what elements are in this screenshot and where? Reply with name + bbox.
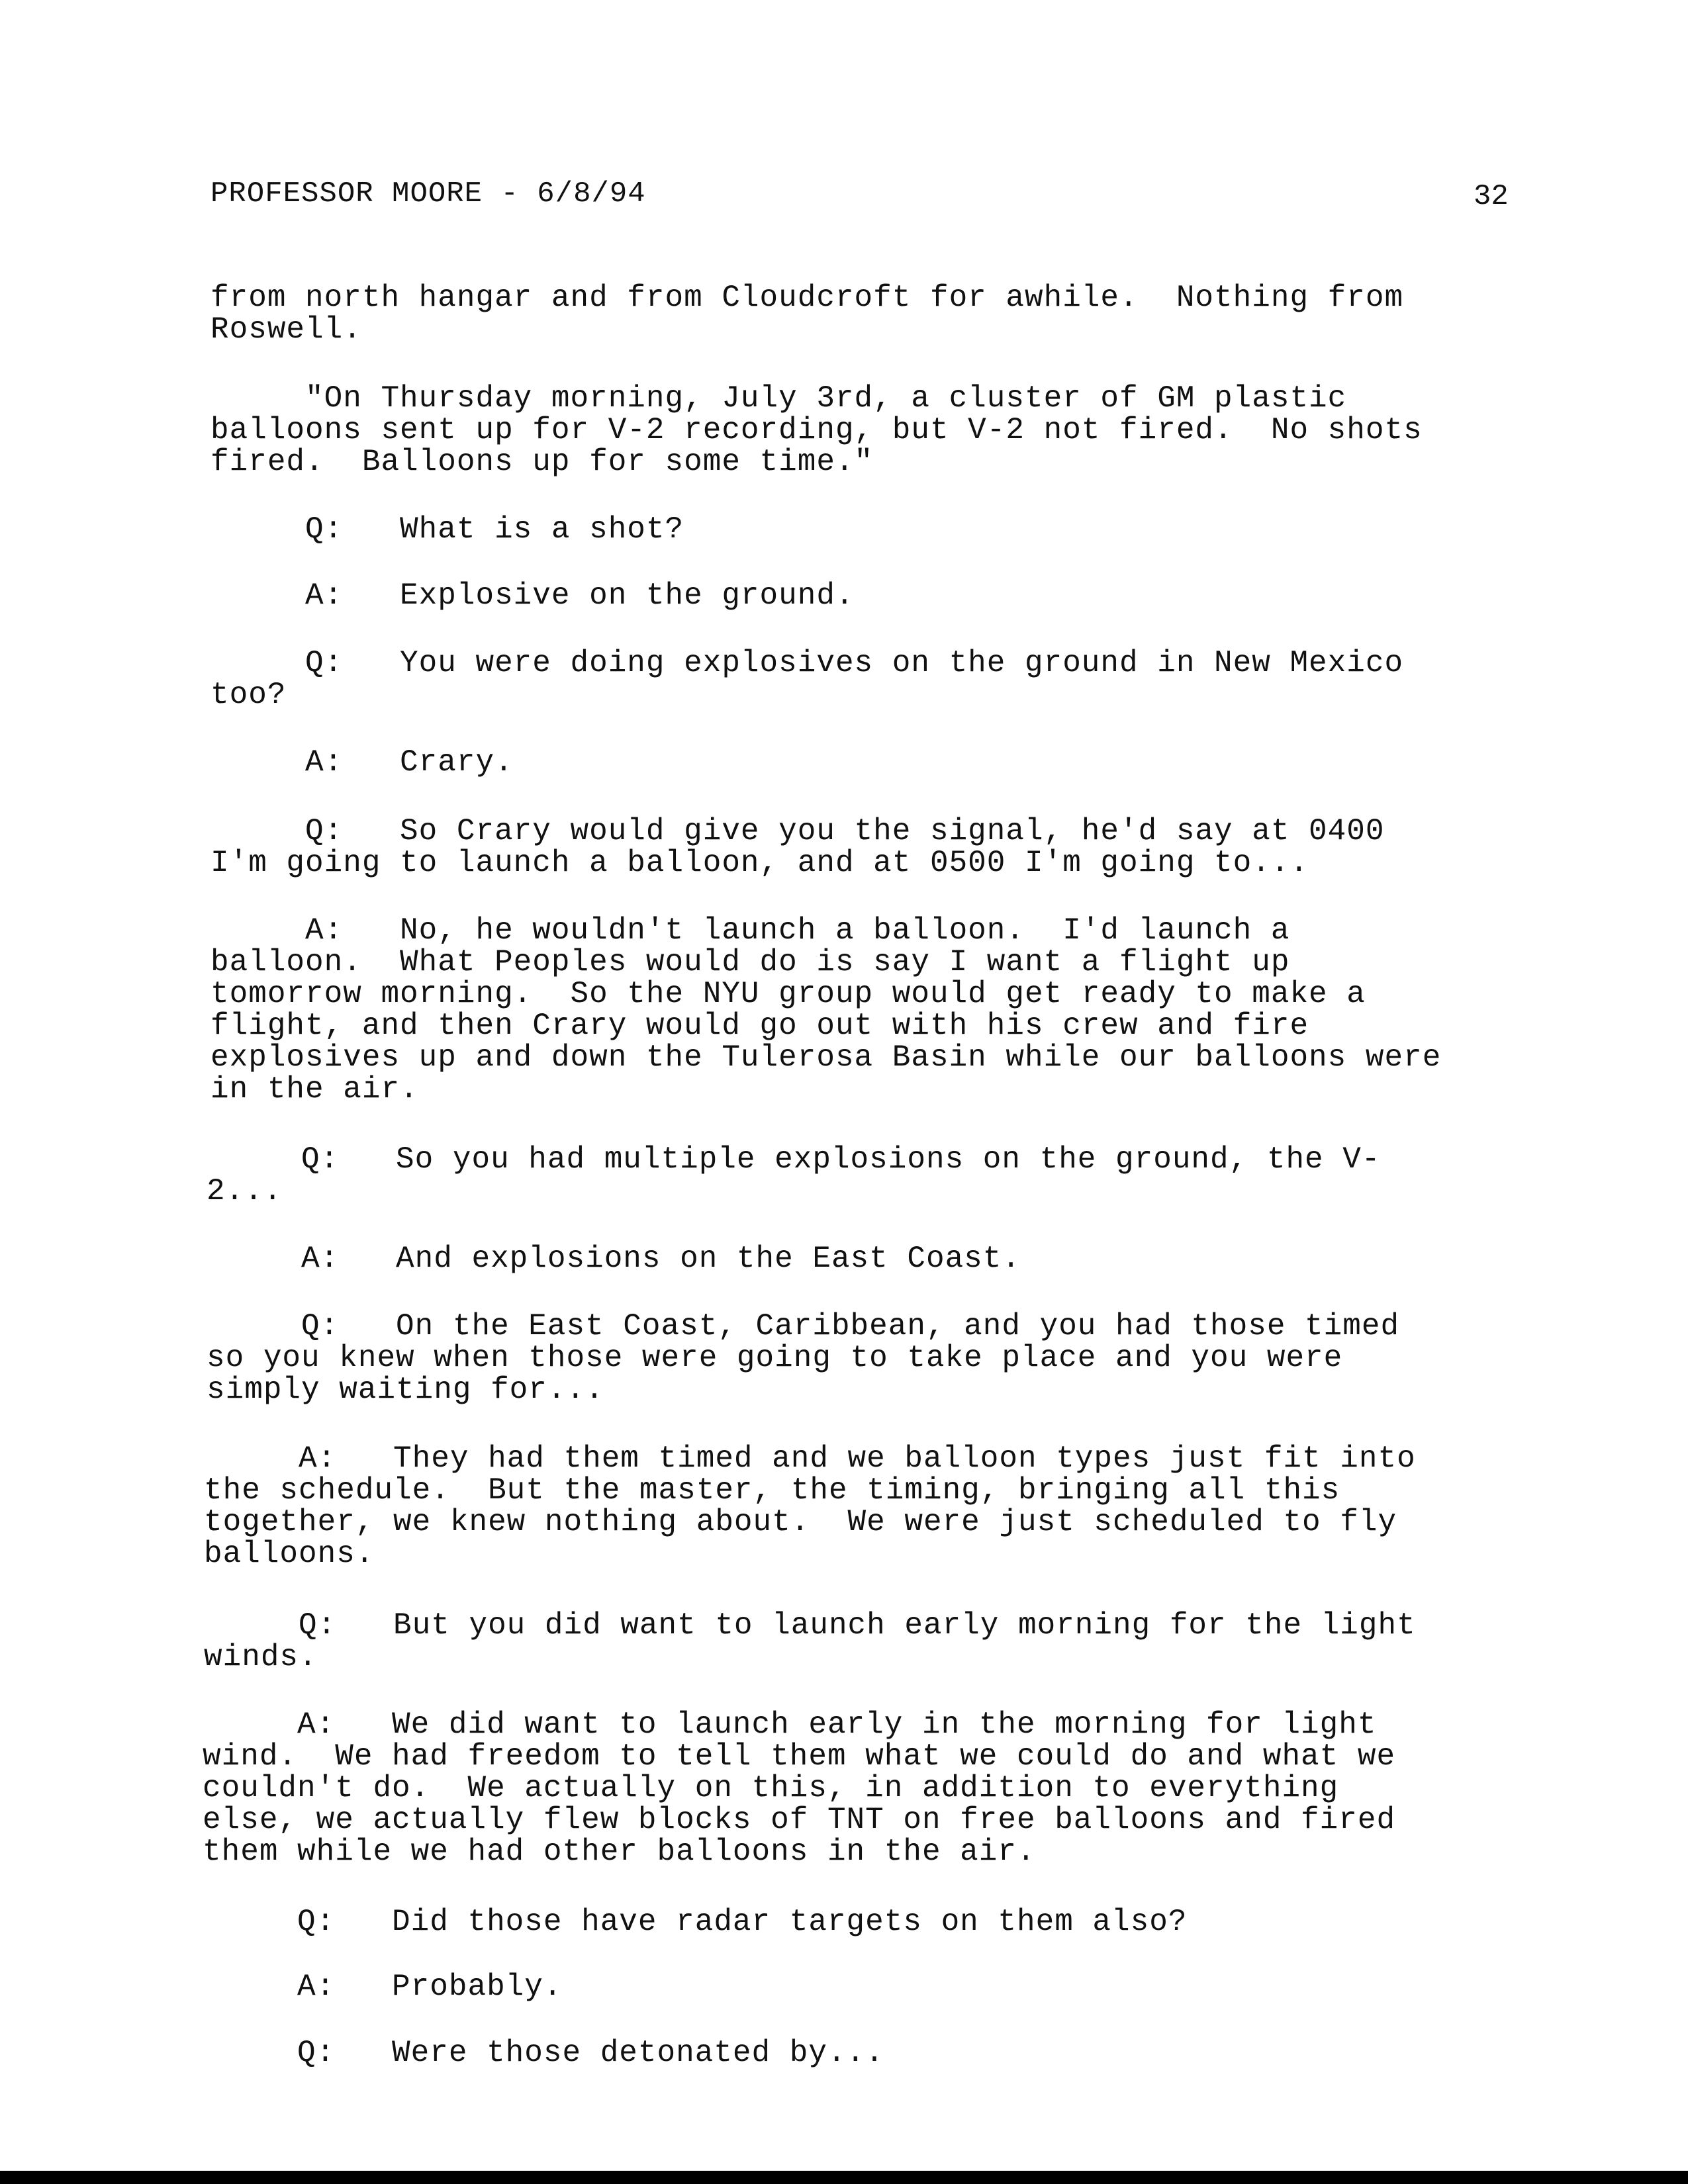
paragraph-quote: "On Thursday morning, July 3rd, a cluster of GM plastic balloons sent up for V-2 recording, but V-2 not fired. No shots fired. Balloons up for some time." [211, 381, 1423, 479]
qa-answer: A: We did want to launch early in the morning for light wind. We had freedom to tell them what we could do and what we couldn't do. We actually on this, in addition to everything else, we actually flew blocks of TNT on free balloons and fired them while we had other balloons in the air. [203, 1707, 1396, 1869]
qa-answer: A: Probably. [203, 1970, 563, 2004]
qa-answer: A: They had them timed and we balloon types just fit into the schedule. But the master, the timing, bringing all this together, we knew nothing about. We were just scheduled to fly balloons. [204, 1441, 1416, 1571]
qa-question: Q: What is a shot? [211, 512, 684, 547]
qa-question: Q: Did those have radar targets on them also? [203, 1905, 1188, 1939]
qa-question: Q: Were those detonated by... [203, 2036, 884, 2070]
qa-question: Q: But you did want to launch early morning for the light winds. [204, 1608, 1416, 1674]
qa-question: Q: So you had multiple explosions on the ground, the V- 2... [207, 1142, 1381, 1208]
paragraph-continuation: from north hangar and from Cloudcroft for awhile. Nothing from Roswell. [211, 281, 1404, 347]
qa-question: Q: So Crary would give you the signal, he'd say at 0400 I'm going to launch a balloon, and at 0500 I'm going to... [211, 814, 1385, 880]
qa-answer: A: Crary. [211, 745, 514, 780]
page-number: 32 [1474, 180, 1509, 213]
qa-answer: A: No, he wouldn't launch a balloon. I'd launch a balloon. What Peoples would do is say I want a flight up tomorrow morning. So the NYU group would get ready to make a flight, and then Crary would go out with his crew and fire explosives up and down the Tulerosa Basin while our balloons were in the air. [211, 913, 1442, 1107]
page-header-title: PROFESSOR MOORE - 6/8/94 [211, 177, 646, 210]
qa-question: Q: On the East Coast, Caribbean, and you had those timed so you knew when those were going to take place and you were simply waiting for... [207, 1309, 1400, 1407]
qa-answer: A: Explosive on the ground. [211, 578, 855, 613]
qa-answer: A: And explosions on the East Coast. [207, 1242, 1021, 1276]
scan-edge-bar [0, 2171, 1688, 2184]
qa-question: Q: You were doing explosives on the ground in New Mexico too? [211, 646, 1404, 712]
